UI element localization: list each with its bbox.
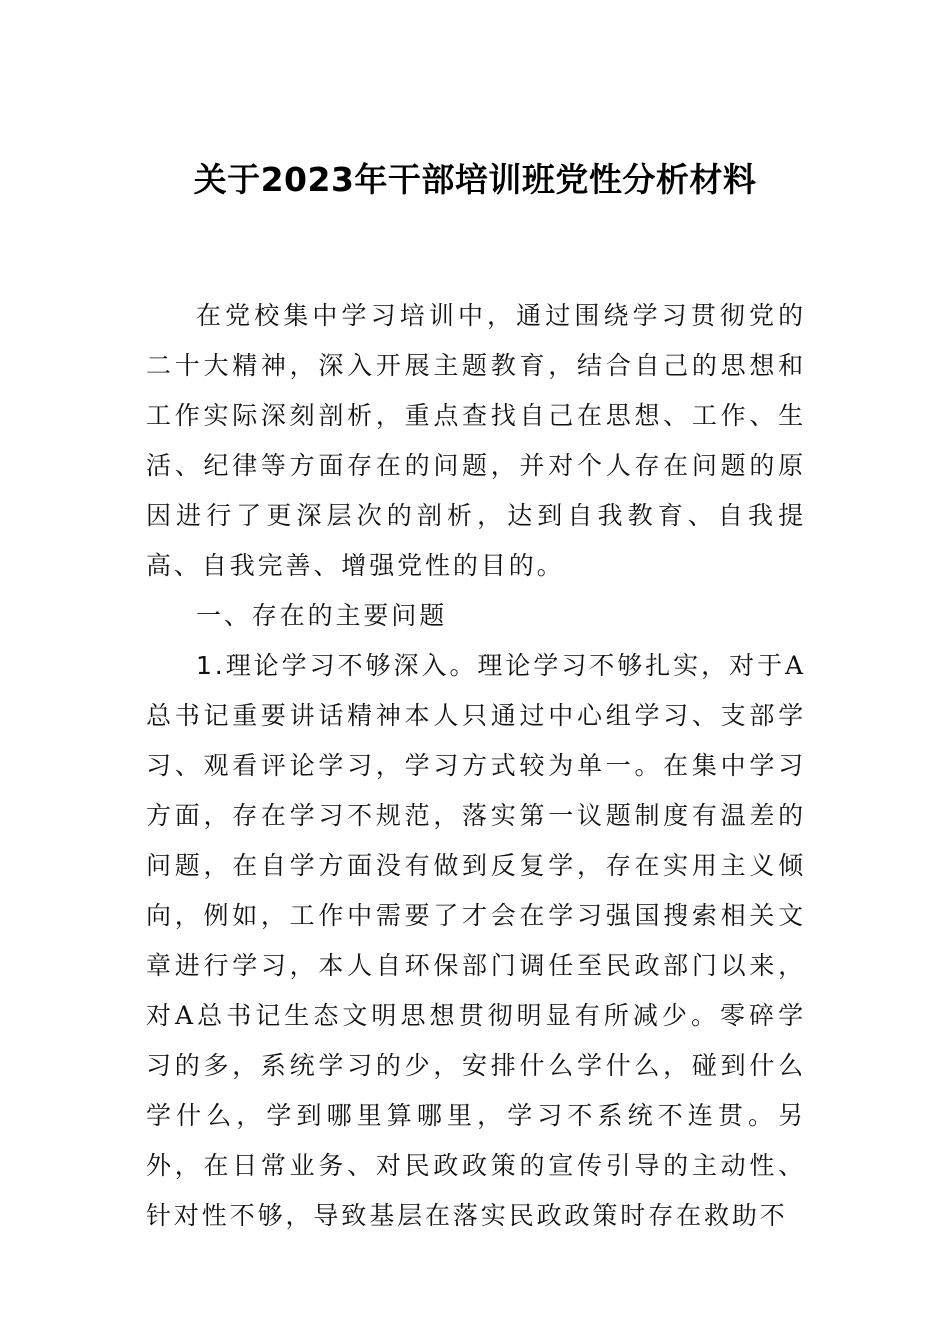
item-1-body: 理论学习不够扎实，对于A总书记重要讲话精神本人只通过中心组学习、支部学习、观看评论学习，学习方式较为单一。在集中学习方面，存在学习不规范，落实第一议题制度有温差的问题，在自学方面没有做到反复学，存在实用主义倾向，例如，工作中需要了才会在学习强国搜索相关文章进行学习，本人自环保部门调任至民政部门以来，对A总书记生态文明思想贯彻明显有所减少。零碎学习的多，系统学习的少，安排什么学什么，碰到什么学什么，学到哪里算哪里，学习不系统不连贯。另外，在日常业务、对民政政策的宣传引导的主动性、针对性不够，导致基层在落实民政政策时存在救助不 — [146, 651, 806, 1230]
section-heading-main-problems: 一、存在的主要问题 — [196, 601, 448, 630]
intro-paragraph: 在党校集中学习培训中，通过围绕学习贯彻党的二十大精神，深入开展主题教育，结合自己的思想和工作实际深刻剖析，重点查找自己在思想、工作、生活、纪律等方面存在的问题，并对个人存在问题的原因进行了更深层次的剖析，达到自我教育、自我提高、自我完善、增强党性的目的。 — [146, 301, 806, 580]
document-title: 关于2023年干部培训班党性分析材料 — [193, 160, 757, 199]
item-1-paragraph — [146, 641, 806, 1241]
item-1-lead: 1.理论学习不够深入。 — [196, 651, 478, 680]
